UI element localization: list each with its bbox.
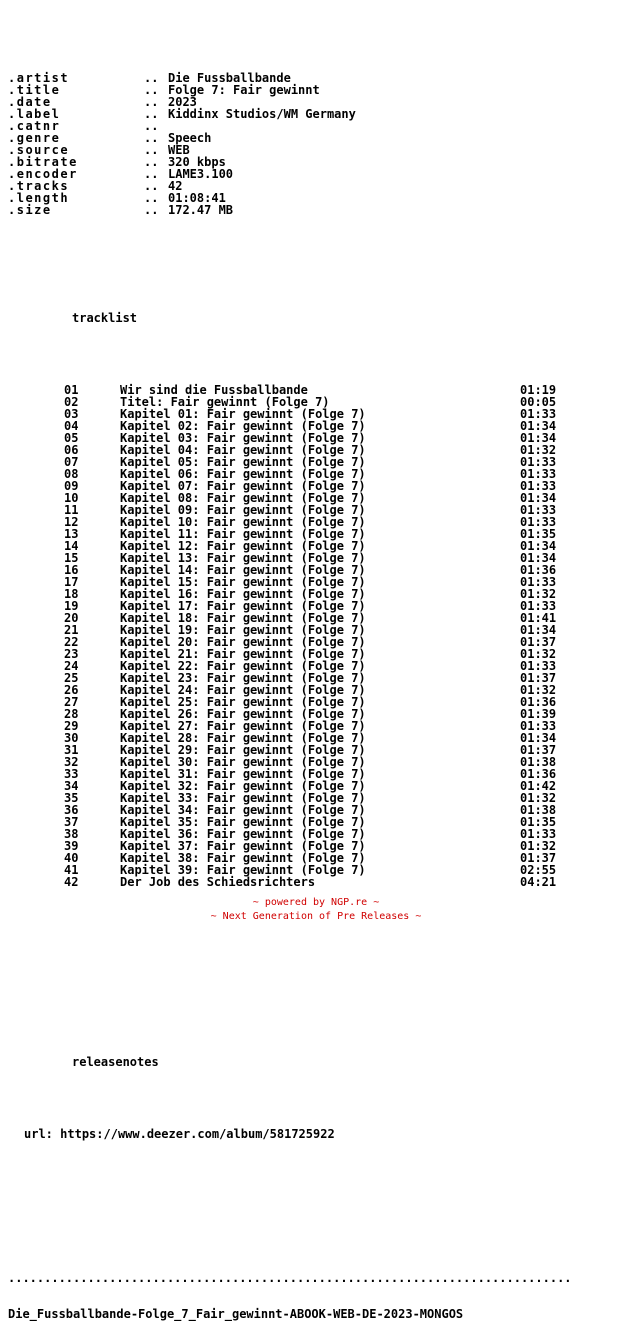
track-length: 01:33 [520,515,557,529]
track-row [8,876,624,888]
track-length: 01:32 [520,683,557,697]
track-number: 03 [64,407,79,421]
track-number: 18 [64,587,79,601]
track-title: Kapitel 12: Fair gewinnt (Folge 7) [120,539,366,553]
track-length: 01:32 [520,647,557,661]
track-title: Kapitel 10: Fair gewinnt (Folge 7) [120,515,366,529]
meta-row [8,156,624,168]
track-number: 35 [64,791,79,805]
track-title: Kapitel 04: Fair gewinnt (Folge 7) [120,443,366,457]
meta-key: .encoder [8,167,78,181]
track-length: 01:33 [520,599,557,613]
track-number: 33 [64,767,79,781]
meta-separator: .. [144,71,159,85]
url-link[interactable]: https://www.deezer.com/album/581725922 [60,1127,335,1141]
meta-key: .length [8,191,70,205]
track-length: 01:33 [520,719,557,733]
track-length: 01:36 [520,767,557,781]
meta-value: Folge 7: Fair gewinnt [168,83,320,97]
meta-value: 01:08:41 [168,191,226,205]
meta-key: .label [8,107,61,121]
meta-separator: .. [144,131,159,145]
track-number: 20 [64,611,79,625]
track-number: 04 [64,419,79,433]
meta-row [8,192,624,204]
track-number: 32 [64,755,79,769]
meta-value: WEB [168,143,190,157]
track-length: 01:34 [520,431,557,445]
track-title: Kapitel 21: Fair gewinnt (Folge 7) [120,647,366,661]
track-number: 41 [64,863,79,877]
track-length: 01:33 [520,659,557,673]
track-title: Kapitel 20: Fair gewinnt (Folge 7) [120,635,366,649]
meta-separator: .. [144,95,159,109]
track-length: 01:33 [520,827,557,841]
meta-key: .date [8,95,52,109]
track-number: 22 [64,635,79,649]
meta-value: 42 [168,179,183,193]
track-number: 01 [64,383,79,397]
track-length: 01:41 [520,611,557,625]
meta-key: .size [8,203,52,217]
track-title: Kapitel 16: Fair gewinnt (Folge 7) [120,587,366,601]
track-number: 30 [64,731,79,745]
track-number: 37 [64,815,79,829]
track-title: Kapitel 37: Fair gewinnt (Folge 7) [120,839,366,853]
track-number: 36 [64,803,79,817]
track-title: Kapitel 27: Fair gewinnt (Folge 7) [120,719,366,733]
meta-value: Kiddinx Studios/WM Germany [168,107,356,121]
track-length: 01:37 [520,635,557,649]
tracklist-heading: tracklist [72,311,138,325]
track-length: 01:34 [520,491,557,505]
track-number: 42 [64,875,79,889]
track-title: Kapitel 13: Fair gewinnt (Folge 7) [120,551,366,565]
track-title: Kapitel 07: Fair gewinnt (Folge 7) [120,479,366,493]
track-length: 01:36 [520,563,557,577]
track-number: 27 [64,695,79,709]
track-number: 38 [64,827,79,841]
track-number: 40 [64,851,79,865]
meta-key: .source [8,143,70,157]
track-length: 01:32 [520,791,557,805]
track-length: 01:42 [520,779,557,793]
track-number: 24 [64,659,79,673]
track-title: Kapitel 08: Fair gewinnt (Folge 7) [120,491,366,505]
track-length: 01:37 [520,671,557,685]
track-title: Kapitel 26: Fair gewinnt (Folge 7) [120,707,366,721]
meta-row [8,144,624,156]
release-meta [8,72,624,216]
track-title: Kapitel 22: Fair gewinnt (Folge 7) [120,659,366,673]
meta-separator: .. [144,107,159,121]
track-number: 31 [64,743,79,757]
track-title: Titel: Fair gewinnt (Folge 7) [120,395,330,409]
track-number: 39 [64,839,79,853]
track-number: 23 [64,647,79,661]
track-title: Kapitel 06: Fair gewinnt (Folge 7) [120,467,366,481]
track-title: Kapitel 25: Fair gewinnt (Folge 7) [120,695,366,709]
release-name: Die_Fussballbande-Folge_7_Fair_gewinnt-ABOOK-WEB-DE-2023-MONGOS [8,1307,464,1321]
meta-row [8,120,624,132]
track-length: 01:36 [520,695,557,709]
track-length: 01:37 [520,851,557,865]
track-length: 01:38 [520,803,557,817]
track-title: Kapitel 09: Fair gewinnt (Folge 7) [120,503,366,517]
track-length: 01:33 [520,467,557,481]
track-number: 14 [64,539,79,553]
track-title: Kapitel 33: Fair gewinnt (Folge 7) [120,791,366,805]
meta-separator: .. [144,119,159,133]
track-length: 01:34 [520,419,557,433]
footer-tagline: ~ Next Generation of Pre Releases ~ [210,911,422,922]
url-label: url: [24,1127,53,1141]
track-title: Kapitel 05: Fair gewinnt (Folge 7) [120,455,366,469]
track-number: 29 [64,719,79,733]
track-title: Kapitel 38: Fair gewinnt (Folge 7) [120,851,366,865]
track-length: 01:34 [520,539,557,553]
track-title: Kapitel 02: Fair gewinnt (Folge 7) [120,419,366,433]
track-number: 07 [64,455,79,469]
tracklist [8,384,624,888]
track-length: 01:33 [520,503,557,517]
meta-row [8,84,624,96]
track-length: 02:55 [520,863,557,877]
track-length: 01:35 [520,815,557,829]
meta-row [8,132,624,144]
track-number: 34 [64,779,79,793]
meta-value: 320 kbps [168,155,226,169]
track-title: Kapitel 17: Fair gewinnt (Folge 7) [120,599,366,613]
track-length: 01:19 [520,383,557,397]
track-length: 01:34 [520,731,557,745]
meta-separator: .. [144,203,159,217]
meta-value: LAME3.100 [168,167,234,181]
meta-value: 2023 [168,95,197,109]
track-title: Kapitel 19: Fair gewinnt (Folge 7) [120,623,366,637]
track-length: 01:34 [520,551,557,565]
track-title: Kapitel 34: Fair gewinnt (Folge 7) [120,803,366,817]
track-title: Kapitel 15: Fair gewinnt (Folge 7) [120,575,366,589]
track-number: 02 [64,395,79,409]
meta-key: .bitrate [8,155,78,169]
track-title: Kapitel 30: Fair gewinnt (Folge 7) [120,755,366,769]
track-number: 19 [64,599,79,613]
meta-separator: .. [144,191,159,205]
track-number: 16 [64,563,79,577]
releasenotes-heading: releasenotes [72,1055,159,1069]
track-length: 01:33 [520,455,557,469]
track-number: 25 [64,671,79,685]
meta-row [8,180,624,192]
footer-powered-by[interactable]: ~ powered by NGP.re ~ [252,897,380,908]
meta-value: Die Fussballbande [168,71,291,85]
meta-value: 172.47 MB [168,203,234,217]
track-title: Der Job des Schiedsrichters [120,875,316,889]
meta-separator: .. [144,167,159,181]
track-length: 01:33 [520,479,557,493]
track-title: Kapitel 23: Fair gewinnt (Folge 7) [120,671,366,685]
track-title: Wir sind die Fussballbande [120,383,308,397]
track-number: 26 [64,683,79,697]
track-number: 13 [64,527,79,541]
track-length: 04:21 [520,875,557,889]
nfo-document [8,0,624,1332]
track-length: 01:37 [520,743,557,757]
track-length: 01:33 [520,575,557,589]
track-number: 21 [64,623,79,637]
track-number: 15 [64,551,79,565]
track-length: 01:32 [520,443,557,457]
track-length: 01:35 [520,527,557,541]
track-title: Kapitel 18: Fair gewinnt (Folge 7) [120,611,366,625]
track-length: 01:33 [520,407,557,421]
track-number: 28 [64,707,79,721]
track-length: 01:38 [520,755,557,769]
meta-separator: .. [144,155,159,169]
track-number: 09 [64,479,79,493]
track-length: 01:34 [520,623,557,637]
track-title: Kapitel 11: Fair gewinnt (Folge 7) [120,527,366,541]
track-number: 10 [64,491,79,505]
meta-key: .title [8,83,61,97]
track-title: Kapitel 29: Fair gewinnt (Folge 7) [120,743,366,757]
track-number: 05 [64,431,79,445]
track-title: Kapitel 31: Fair gewinnt (Folge 7) [120,767,366,781]
track-title: Kapitel 39: Fair gewinnt (Folge 7) [120,863,366,877]
track-title: Kapitel 01: Fair gewinnt (Folge 7) [120,407,366,421]
meta-key: .tracks [8,179,70,193]
track-title: Kapitel 24: Fair gewinnt (Folge 7) [120,683,366,697]
track-length: 00:05 [520,395,557,409]
track-number: 08 [64,467,79,481]
track-length: 01:32 [520,587,557,601]
meta-key: .catnr [8,119,61,133]
dotted-divider: .............................................................................. [8,1272,572,1284]
track-title: Kapitel 14: Fair gewinnt (Folge 7) [120,563,366,577]
meta-separator: .. [144,179,159,193]
meta-key: .genre [8,131,61,145]
meta-separator: .. [144,83,159,97]
meta-key: .artist [8,71,70,85]
track-title: Kapitel 03: Fair gewinnt (Folge 7) [120,431,366,445]
track-length: 01:32 [520,839,557,853]
meta-separator: .. [144,143,159,157]
track-number: 11 [64,503,79,517]
meta-value: Speech [168,131,212,145]
track-number: 12 [64,515,79,529]
track-number: 17 [64,575,79,589]
track-number: 06 [64,443,79,457]
track-length: 01:39 [520,707,557,721]
meta-row [8,168,624,180]
track-title: Kapitel 36: Fair gewinnt (Folge 7) [120,827,366,841]
track-title: Kapitel 35: Fair gewinnt (Folge 7) [120,815,366,829]
meta-row [8,204,624,216]
track-title: Kapitel 28: Fair gewinnt (Folge 7) [120,731,366,745]
track-title: Kapitel 32: Fair gewinnt (Folge 7) [120,779,366,793]
meta-row [8,108,624,120]
